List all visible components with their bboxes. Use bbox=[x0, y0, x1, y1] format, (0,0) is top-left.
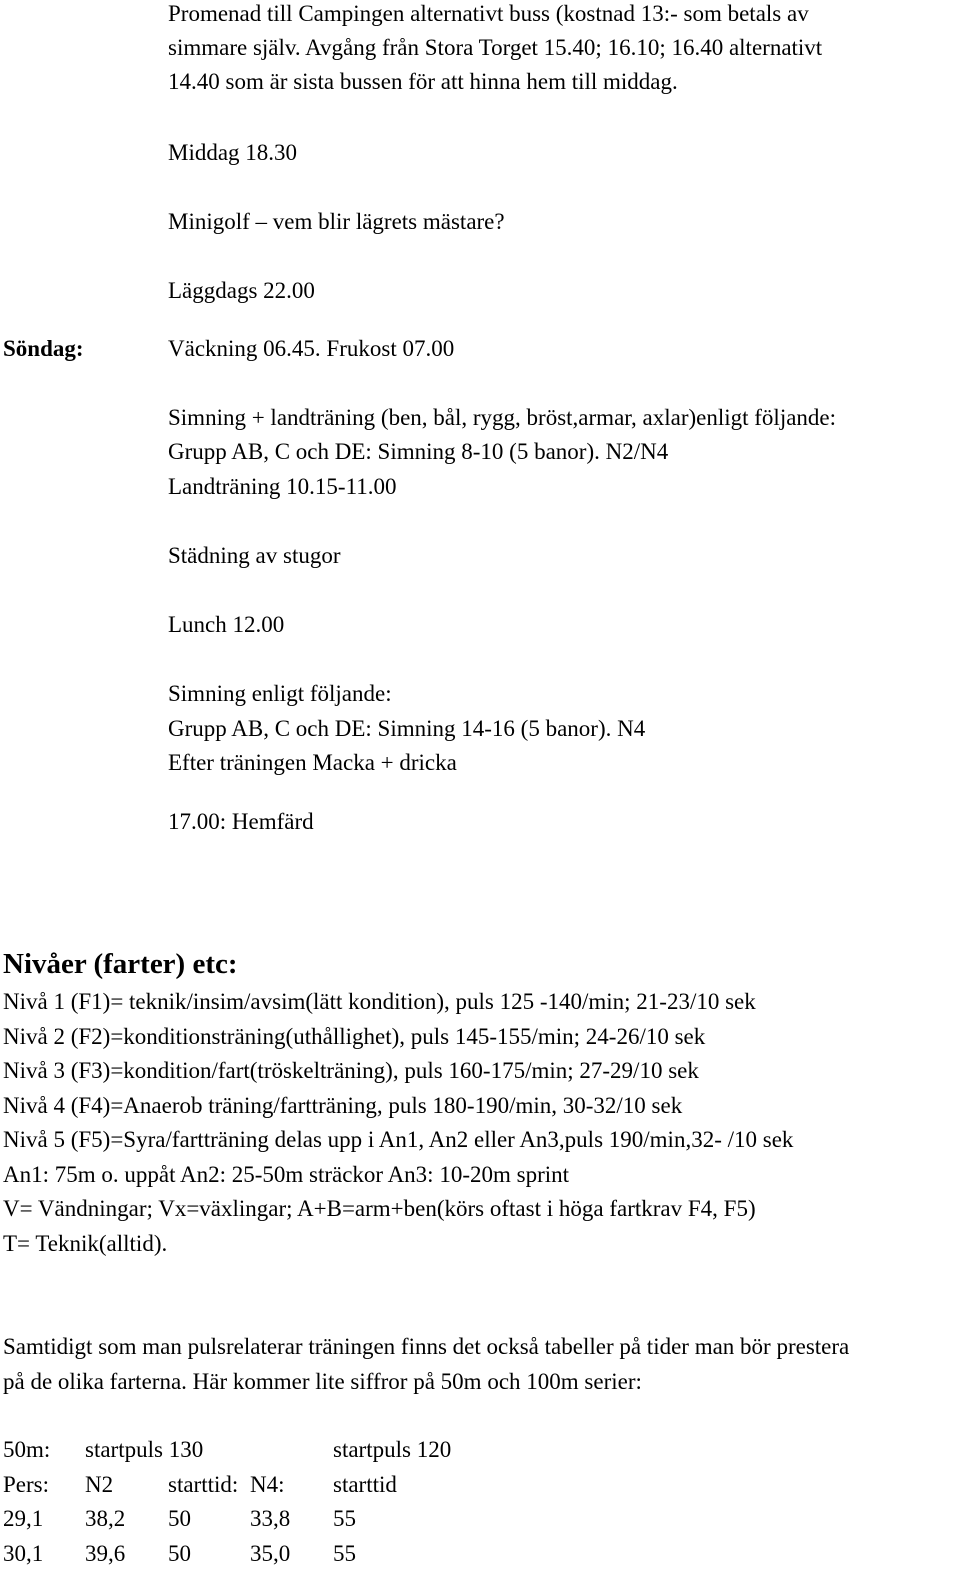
level-line: An1: 75m o. uppåt An2: 25-50m sträckor An3: 10-20m sprint bbox=[3, 1162, 570, 1187]
level-line: Nivå 5 (F5)=Syra/fartträning delas upp i An1, An2 eller An3,puls 190/min,32- /10 sek bbox=[3, 1127, 794, 1152]
schedule-line: 17.00: Hemfärd bbox=[168, 809, 314, 834]
table-cell: 30,1 bbox=[3, 1541, 44, 1566]
schedule-line: Landträning 10.15-11.00 bbox=[168, 474, 397, 499]
schedule-line: Grupp AB, C och DE: Simning 8-10 (5 banor). N2/N4 bbox=[168, 439, 669, 464]
table-cell: 29,1 bbox=[3, 1506, 44, 1531]
levels-heading: Nivåer (farter) etc: bbox=[3, 948, 238, 980]
schedule-line: Middag 18.30 bbox=[168, 140, 298, 165]
schedule-line: Promenad till Campingen alternativt buss (kostnad 13:- som betals av bbox=[168, 1, 809, 26]
schedule-line: Simning + landträning (ben, bål, rygg, bröst,armar, axlar)enligt följande: bbox=[168, 405, 837, 430]
table-cell: starttid: bbox=[168, 1472, 239, 1497]
table-cell: startpuls 130 bbox=[85, 1437, 204, 1462]
sunday-label: Söndag: bbox=[3, 336, 84, 361]
level-line: Nivå 4 (F4)=Anaerob träning/fartträning, puls 180-190/min, 30-32/10 sek bbox=[3, 1093, 683, 1118]
level-line: Nivå 2 (F2)=konditionsträning(uthållighet), puls 145-155/min; 24-26/10 sek bbox=[3, 1024, 706, 1049]
table-cell: 50 bbox=[168, 1541, 191, 1566]
table-cell: 55 bbox=[333, 1541, 356, 1566]
table-cell: 38,2 bbox=[85, 1506, 126, 1531]
table-cell: 50 bbox=[168, 1506, 191, 1531]
schedule-line: Lunch 12.00 bbox=[168, 612, 285, 637]
schedule-line: 14.40 som är sista bussen för att hinna hem till middag. bbox=[168, 69, 678, 94]
table-cell: startpuls 120 bbox=[333, 1437, 452, 1462]
schedule-line: Simning enligt följande: bbox=[168, 681, 392, 706]
schedule-line: Läggdags 22.00 bbox=[168, 278, 315, 303]
schedule-line: Efter träningen Macka + dricka bbox=[168, 750, 457, 775]
table-cell: starttid bbox=[333, 1472, 397, 1497]
table-cell: Pers: bbox=[3, 1472, 49, 1497]
intro-line: på de olika farterna. Här kommer lite siffror på 50m och 100m serier: bbox=[3, 1369, 642, 1394]
level-line: T= Teknik(alltid). bbox=[3, 1231, 168, 1256]
level-line: Nivå 3 (F3)=kondition/fart(tröskelträning), puls 160-175/min; 27-29/10 sek bbox=[3, 1058, 699, 1083]
schedule-line: Grupp AB, C och DE: Simning 14-16 (5 banor). N4 bbox=[168, 716, 646, 741]
table-cell: 39,6 bbox=[85, 1541, 126, 1566]
table-cell: 55 bbox=[333, 1506, 356, 1531]
table-cell: N4: bbox=[250, 1472, 285, 1497]
level-line: Nivå 1 (F1)= teknik/insim/avsim(lätt kondition), puls 125 -140/min; 21-23/10 sek bbox=[3, 989, 756, 1014]
schedule-line: Städning av stugor bbox=[168, 543, 341, 568]
level-line: V= Vändningar; Vx=växlingar; A+B=arm+ben(körs oftast i höga fartkrav F4, F5) bbox=[3, 1196, 756, 1221]
schedule-line: Väckning 06.45. Frukost 07.00 bbox=[168, 336, 455, 361]
table-cell: 50m: bbox=[3, 1437, 51, 1462]
table-cell: 33,8 bbox=[250, 1506, 291, 1531]
schedule-line: simmare själv. Avgång från Stora Torget 15.40; 16.10; 16.40 alternativt bbox=[168, 35, 823, 60]
table-cell: N2 bbox=[85, 1472, 114, 1497]
schedule-line: Minigolf – vem blir lägrets mästare? bbox=[168, 209, 505, 234]
table-cell: 35,0 bbox=[250, 1541, 291, 1566]
intro-line: Samtidigt som man pulsrelaterar träningen finns det också tabeller på tider man bör prestera bbox=[3, 1334, 850, 1359]
